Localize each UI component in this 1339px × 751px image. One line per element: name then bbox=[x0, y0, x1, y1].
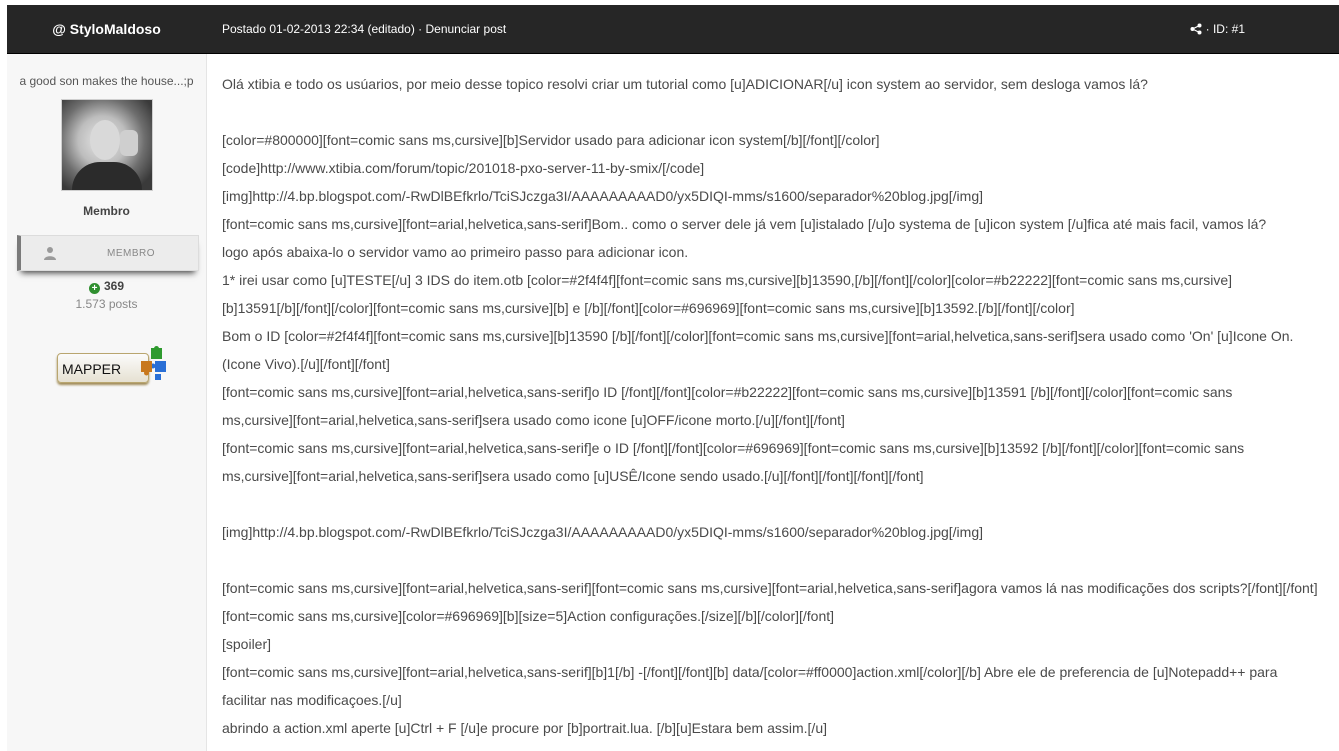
mapper-badge bbox=[57, 346, 169, 392]
post-body bbox=[222, 70, 1327, 742]
rank-box bbox=[17, 235, 199, 271]
reputation-count: 369 bbox=[103, 279, 125, 293]
post-body-line: [font=comic sans ms,cursive][font=arial,helvetica,sans-serif][font=comic sans ms,cursive][font=arial,helvetica,sans-serif]agora vamos lá nas modificações dos scripts?[/font][/font] bbox=[222, 580, 1318, 596]
avatar-face bbox=[90, 120, 120, 160]
post-body-line: logo após abaixa-lo o servidor vamo ao primeiro passo para adicionar icon. bbox=[222, 244, 689, 260]
post-date: Postado 01-02-2013 22:34 (editado) · bbox=[222, 22, 426, 36]
post-body-line: Olá xtibia e todo os usúarios, por meio desse topico resolvi criar um tutorial como [u]ADICIONAR[/u] icon system ao servidor, sem desloga vamos lá? bbox=[222, 76, 1148, 92]
badge-label: MAPPER bbox=[57, 353, 149, 383]
left-gutter bbox=[0, 54, 7, 751]
reputation bbox=[7, 279, 206, 294]
rank-label: MEMBRO bbox=[107, 248, 155, 259]
post-header bbox=[7, 5, 1339, 54]
post-body-line: (Icone Vivo).[/u][/font][/font] bbox=[222, 356, 390, 372]
post-body-line: [img]http://4.bp.blogspot.com/-RwDlBEfkrlo/TciSJczga3I/AAAAAAAAAD0/yx5DIQI-mms/s1600/separador%20blog.jpg[/img] bbox=[222, 188, 983, 204]
avatar[interactable] bbox=[61, 99, 153, 191]
post-id[interactable]: · ID: #1 bbox=[1205, 22, 1245, 36]
post-body-line: abrindo a action.xml aperte [u]Ctrl + F [/u]e procure por [b]portrait.lua. [/b][u]Estara bem assim.[/u] bbox=[222, 720, 828, 736]
post-body-line: [font=comic sans ms,cursive][font=arial,helvetica,sans-serif]Bom.. como o server dele já vem [u]istalado [/u]o systema de [u]icon system [/u]fica até mais facil, vamos lá? bbox=[222, 216, 1267, 232]
share-icon[interactable] bbox=[1190, 23, 1202, 35]
plus-circle-icon: + bbox=[89, 283, 100, 294]
post-body-line: 1* irei usar como [u]TESTE[/u] 3 IDS do item.otb [color=#2f4f4f][font=comic sans ms,cursive][b]13590,[/b][/font][/color][color=#b22222][font=comic sans ms,cursive] bbox=[222, 272, 1233, 288]
author-sidebar bbox=[7, 54, 207, 751]
post-body-line: [font=comic sans ms,cursive][font=arial,helvetica,sans-serif]e o ID [/font][/font][color=#696969][font=comic sans ms,cursive][b]13592 [/b][/font][/color][font=comic sans bbox=[222, 440, 1245, 456]
avatar-hand bbox=[120, 130, 138, 156]
post-body-line: [img]http://4.bp.blogspot.com/-RwDlBEfkrlo/TciSJczga3I/AAAAAAAAAD0/yx5DIQI-mms/s1600/separador%20blog.jpg[/img] bbox=[222, 524, 983, 540]
post-body-line: Bom o ID [color=#2f4f4f][font=comic sans ms,cursive][b]13590 [/b][/font][/color][font=comic sans ms,cursive][font=arial,helvetica,sans-serif]sera usado como 'On' [u]Icone On. bbox=[222, 328, 1294, 344]
post-body-line: ms,cursive][font=arial,helvetica,sans-serif]sera usado como icone [u]OFF/icone morto.[/u][/font][/font] bbox=[222, 412, 845, 428]
post-count: 1.573 posts bbox=[75, 297, 138, 311]
post-body-line bbox=[222, 490, 1327, 518]
post-body-line: facilitar nas modificaçoes.[/u] bbox=[222, 692, 402, 708]
puzzle-icon bbox=[133, 346, 169, 382]
person-icon bbox=[43, 246, 57, 260]
post-id-area bbox=[1190, 5, 1245, 53]
post-body-line: [font=comic sans ms,cursive][font=arial,helvetica,sans-serif]o ID [/font][/font][color=#b22222][font=comic sans ms,cursive][b]13591 [/b][/font][/color][font=comic sans bbox=[222, 384, 1233, 400]
user-role: Membro bbox=[83, 204, 130, 218]
post-author[interactable]: @ StyloMaldoso bbox=[52, 21, 161, 37]
post-body-line: [font=comic sans ms,cursive][font=arial,helvetica,sans-serif][b]1[/b] -[/font][/font][b] data/[color=#ff0000]action.xml[/color][/b] Abre ele de preferencia de [u]Notepadd++ para bbox=[222, 664, 1278, 680]
post-body-line: [font=comic sans ms,cursive][color=#696969][b][size=5]Action configurações.[/size][/b][/color][/font] bbox=[222, 608, 835, 624]
user-tagline: a good son makes the house...;p bbox=[19, 74, 194, 88]
post-body-line: [color=#800000][font=comic sans ms,cursive][b]Servidor usado para adicionar icon system[/b][/font][/color] bbox=[222, 132, 880, 148]
post-body-line bbox=[222, 546, 1327, 574]
post-body-line: [spoiler] bbox=[222, 636, 272, 652]
post-body-line bbox=[222, 98, 1327, 126]
post-body-line: ms,cursive][font=arial,helvetica,sans-serif]sera usado como [u]USÊ/Icone sendo usado.[/u][/font][/font][/font][/font] bbox=[222, 468, 924, 484]
report-post-link[interactable]: Denunciar post bbox=[425, 22, 507, 36]
post-meta bbox=[222, 5, 506, 53]
post-body-line: [b]13591[/b][/font][/color][font=comic sans ms,cursive][b] e [/b][/font][color=#696969][font=comic sans ms,cursive][b]13592.[/b][/font][/color] bbox=[222, 300, 1075, 316]
post-body-line: [code]http://www.xtibia.com/forum/topic/201018-pxo-server-11-by-smix/[/code] bbox=[222, 160, 705, 176]
avatar-shirt bbox=[72, 162, 142, 190]
